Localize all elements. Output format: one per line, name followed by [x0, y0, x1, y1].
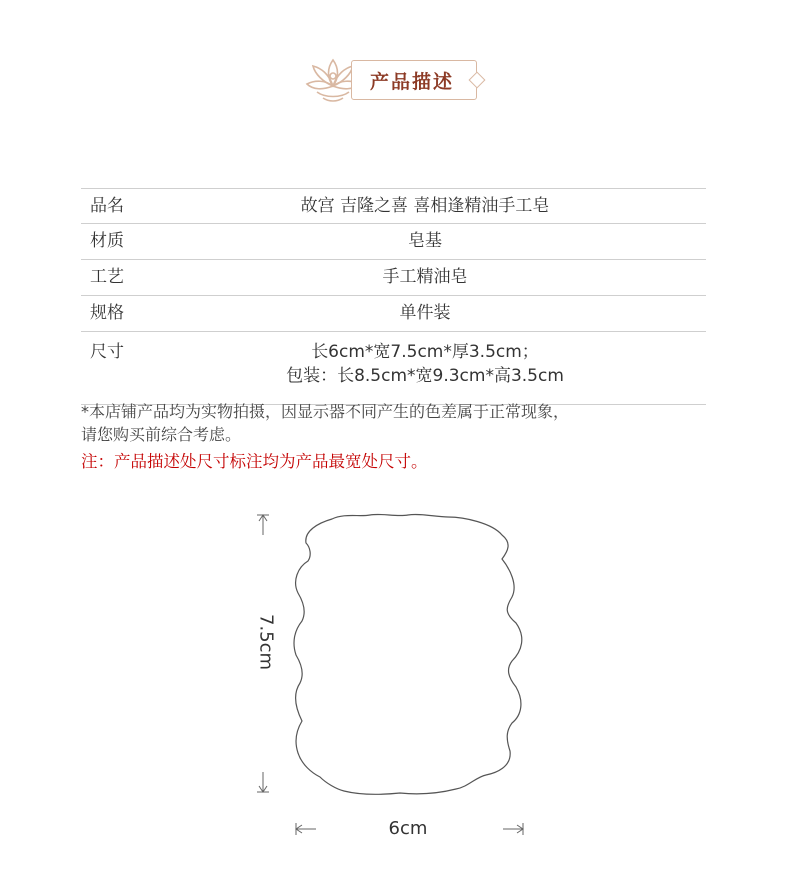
disclaimer-line: *本店铺产品均为实物拍摄，因显示器不同产生的色差属于正常现象，: [81, 402, 570, 421]
table-row: [81, 224, 706, 260]
size-line: 长6cm*宽7.5cm*厚3.5cm；: [311, 342, 539, 362]
width-dimension-label: 6cm: [388, 818, 428, 839]
header-title-box: [351, 60, 477, 100]
spec-table: [81, 188, 706, 405]
row-key: 尺寸: [81, 332, 180, 405]
row-value: [180, 332, 706, 405]
row-key: 品名: [81, 189, 180, 224]
soap-outline-diagram: [240, 505, 540, 850]
table-row: [81, 296, 706, 332]
page-title: 产品描述: [370, 70, 455, 93]
row-value: 皂基: [180, 224, 706, 260]
package-size-line: 包装：长8.5cm*宽9.3cm*高3.5cm: [286, 366, 564, 386]
row-value: 单件装: [180, 296, 706, 332]
table-row: [81, 189, 706, 224]
height-dimension-label: 7.5cm: [255, 613, 277, 671]
row-key: 规格: [81, 296, 180, 332]
table-row: [81, 260, 706, 296]
disclaimer: [81, 400, 721, 446]
size-warning: 注：产品描述处尺寸标注均为产品最宽处尺寸。: [81, 452, 428, 471]
row-value: 手工精油皂: [180, 260, 706, 296]
table-row: [81, 332, 706, 405]
disclaimer-line: 请您购买前综合考虑。: [81, 425, 242, 444]
row-key: 工艺: [81, 260, 180, 296]
row-value: 故宫 吉隆之喜 喜相逢精油手工皂: [180, 189, 706, 224]
row-key: 材质: [81, 224, 180, 260]
section-header: [303, 52, 477, 108]
soap-shape-outline: [294, 514, 522, 794]
